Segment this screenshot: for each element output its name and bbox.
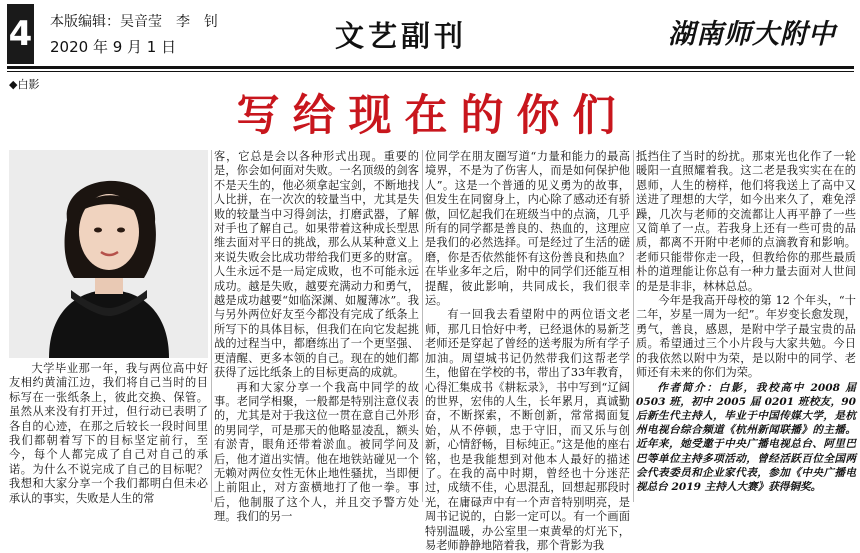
portrait-illustration <box>9 150 208 358</box>
headline: 写给现在的你们 <box>236 91 629 141</box>
page-number: 4 <box>7 4 34 64</box>
newspaper-name: 湖南师大附中 <box>668 19 836 50</box>
article-column-3 <box>425 150 630 552</box>
header-rule <box>7 66 854 69</box>
article-column-4 <box>636 150 856 502</box>
issue-date: 2020 年 9 月 1 日 <box>50 38 177 56</box>
column-rule <box>633 150 634 502</box>
editors-line: 本版编辑：吴音莹 李 钊 <box>50 14 218 30</box>
author-tag: ◆白影 <box>9 78 40 91</box>
paragraph: 再和大家分享一个我高中同学的故事。老同学相聚，一般都是特别注意仪表的，尤其是对于我这位一贯在意自己外形的男同学，可是那天的他略显凌乱，额头有淤青，眼角还带着淤血。被同学问及后，他才道出实情。他在地铁站碰见一个无赖对两位女性无休止地性骚扰，当即便上前阻止，对方蛮横地打了他一拳。事后，他制服了这个人，并且交予警方处理。我们的另一 <box>214 380 419 524</box>
column-rule <box>422 150 423 502</box>
section-title: 文艺副刊 <box>335 19 468 53</box>
author-portrait <box>9 150 208 358</box>
paragraph: 抵挡住了当时的纷扰。那束光也化作了一轮暖阳一直照耀着我。这二老是我实实在在的恩师，人生的榜样，他们将我送上了高中又送进了理想的大学，如今出来久了，难免浮躁，几次与老师的交流都让人再平静了一些又简单了一点。若我身上还有一些可贵的品质，都离不开附中老师的点滴教育和影响。老师只能带你走一段，但教给你的那些最质朴的道理能让你总有一种力量去面对人世间的是是非非，林林总总。 <box>636 150 856 293</box>
author-bio: 作者简介：白影，我校高中 2008 届 0503 班，初中 2005 届 0201 班校友，90 后新生代主持人，毕业于中国传媒大学，是杭州电视台综合频道《杭州新闻联播》的主播。近年来，她受邀于中央广播电视总台、阿里巴巴等单位主持多项活动，曾经活跃百位全国两会代表委员和企业家代表，参加《中央广播电视总台 2019 主持人大赛》获得铜奖。 <box>636 381 856 493</box>
paragraph: 今年是我高开母校的第 12 个年头，“十二年，岁星一周为一纪”。年岁变长愈发现，勇气，善良，感恩，是附中学子最宝贵的品质。希望通过三个小片段与大家共勉。今日的我依然以附中为荣，是以附中的同学、老师还有未来的你们为荣。 <box>636 294 856 380</box>
paragraph: 大学毕业那一年，我与两位高中好友相约黄浦江边，我们将自己当时的目标写在一张纸条上，彼此交换、保管。虽然从来没有打开过，但行动已表明了各自的心迹，在那之后较长一段时间里我们都朝着写下的目标坚定前行，至今，每个人都完成了自己对自己的承诺。为什么不说完成了自己的目标呢？我想和大家分享一个我们都明白但未必承认的事实，失败是人生的常 <box>9 362 208 505</box>
header-rule-thin <box>7 71 854 72</box>
article-column-2 <box>214 150 419 524</box>
paragraph: 位同学在朋友圈写道“力量和能力的最高境界，不是为了伤害人，而是如何保护他人”。这是一个普通的见义勇为的故事，但发生在同窗身上，内心除了感动还有骄傲，回忆起我们在班级当中的点滴，几乎所有的同学都是善良的、热血的，这理应是我们的必然选择。可是经过了生活的磋磨，你是否依然能怀有这份善良和热血？在毕业多年之后，附中的同学们还能互相提醒，彼此影响，共同成长，我们很幸运。 <box>425 150 630 308</box>
paragraph: 客，它总是会以各种形式出现。重要的是，你会如何面对失败。一名顶级的剑客不是天生的，他必须拿起宝剑，不断地找人比拼，在一次次的较量当中，尤其是失败的较量当中习得剑法，打磨武器，了解对手也了解自己。如果带着这种成长型思维去面对平日的挑战，那么从某种意义上来说失败会比成功带给我们更多的财富。人生永远不是一局定成败，也不可能永远成功。越是失败，越要充满动力和勇气，越是成功越要“如临深渊、如履薄冰”。我与另外两位好友至今都没有完成了纸条上所写下的具体目标，但我们在向它发起挑战的过程当中，都磨练出了一个更坚强、更清醒、更多本领的自己。现在的她们都获得了远比纸条上的目标更高的成就。 <box>214 150 419 380</box>
paragraph: 有一回我去看望附中的两位语文老师，那几日恰好中考，已经退休的易新芝老师还是穿起了曾经的送考服为所有学子加油。周望城书记仍然带我们这帮老学生，他留在学校的书，带出了33年教育，心得汇集成书《耕耘录》，书中写到“辽阔的世界，宏伟的人生，长年累月，真诚勤奋，不断探索，不断创新，常常揭面复始，从不停顿，忠于守旧，而又乐与创新，心情舒畅，目标纯正。”这是他的座右铭，也是我能想到对他本人最好的描述了。在我的高中时期，曾经也十分迷茫过，成绩不佳，心思混乱，回想起那段时光，在庸碌声中有一个声音特别明亮，是周书记说的，白影一定可以。有一个画面特别温暖，办公室里一束黄晕的灯光下，易老师静静地陪着我，那个背影为我 <box>425 308 630 552</box>
article-column-1 <box>9 362 208 505</box>
column-rule <box>211 150 212 502</box>
